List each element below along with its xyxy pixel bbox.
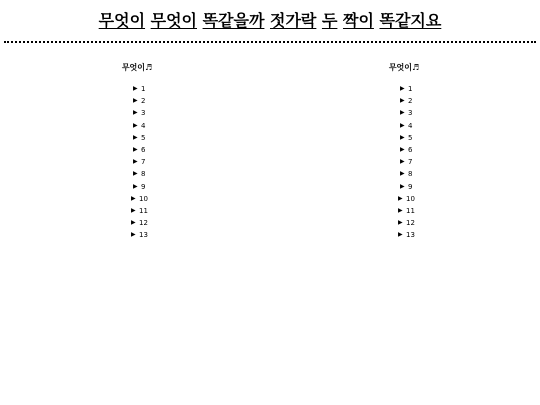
left-column-heading: 무엇이♬ [121,63,153,72]
play-triangle-icon: ▶ [133,182,138,190]
left-item-list [97,83,177,241]
list-item[interactable] [364,193,444,205]
title-link-5[interactable]: 두 [321,11,338,30]
list-item-label: 9 [408,182,413,191]
dotted-divider [4,41,536,43]
play-triangle-icon: ▶ [131,231,136,239]
list-item-label: 6 [408,145,413,154]
play-triangle-icon: ▶ [133,121,138,129]
list-item[interactable] [97,83,177,95]
list-item[interactable] [97,120,177,132]
play-triangle-icon: ▶ [400,121,405,129]
list-item-label: 5 [141,133,146,142]
list-item-label: 10 [406,194,415,203]
play-triangle-icon: ▶ [133,85,138,92]
play-triangle-icon: ▶ [400,133,405,141]
list-item-label: 3 [141,109,146,118]
list-item[interactable] [97,229,177,241]
list-item-label: 6 [141,145,146,154]
play-triangle-icon: ▶ [133,158,138,166]
list-item-label: 8 [408,170,413,179]
list-item[interactable] [364,95,444,107]
right-column [364,62,444,241]
list-item-label: 1 [408,85,413,93]
list-item-label: 10 [139,194,148,203]
play-triangle-icon: ▶ [133,97,138,105]
list-item[interactable] [364,205,444,217]
title-link-2[interactable]: 무엇이 [150,11,197,30]
play-triangle-icon: ▶ [133,109,138,117]
list-item-label: 1 [141,85,146,93]
list-item[interactable] [364,156,444,168]
list-item[interactable] [364,132,444,144]
list-item[interactable] [97,217,177,229]
list-item-label: 12 [406,219,415,228]
list-item-label: 13 [406,231,415,240]
play-triangle-icon: ▶ [400,109,405,117]
list-item[interactable] [97,156,177,168]
list-item-label: 4 [141,121,146,130]
list-item-label: 7 [408,158,413,167]
list-item[interactable] [364,83,444,95]
play-triangle-icon: ▶ [131,219,136,227]
right-item-list [364,83,444,241]
list-item[interactable] [364,168,444,180]
play-triangle-icon: ▶ [400,182,405,190]
play-triangle-icon: ▶ [400,97,405,105]
list-item-label: 11 [139,206,148,215]
list-item[interactable] [364,107,444,119]
list-item-label: 2 [141,97,146,106]
list-item[interactable] [97,168,177,180]
play-triangle-icon: ▶ [398,206,403,214]
title-link-1[interactable]: 무엇이 [98,11,146,30]
list-item[interactable] [97,193,177,205]
list-item[interactable] [364,181,444,193]
play-triangle-icon: ▶ [400,85,405,92]
play-triangle-icon: ▶ [400,145,405,153]
list-item-label: 8 [141,170,146,179]
list-item[interactable] [97,181,177,193]
list-item-label: 12 [139,219,148,228]
play-triangle-icon: ▶ [131,206,136,214]
list-item[interactable] [97,144,177,156]
list-item-label: 13 [139,231,148,240]
play-triangle-icon: ▶ [131,194,136,202]
play-triangle-icon: ▶ [398,231,403,239]
title-link-7[interactable]: 똑같지요 [379,11,442,30]
list-item-label: 9 [141,182,146,191]
list-item-label: 5 [408,133,413,142]
list-item-label: 3 [408,109,413,118]
list-item-label: 4 [408,121,413,130]
list-item-label: 7 [141,158,146,167]
list-item[interactable] [364,229,444,241]
list-item[interactable] [97,205,177,217]
list-item[interactable] [97,132,177,144]
list-item[interactable] [97,107,177,119]
title-link-3[interactable]: 똑같을까 [202,11,265,30]
play-triangle-icon: ▶ [133,133,138,141]
play-triangle-icon: ▶ [133,170,138,178]
title-link-4[interactable]: 젓가락 [269,11,317,30]
right-column-heading: 무엇이♬ [388,63,420,72]
list-item[interactable] [364,144,444,156]
play-triangle-icon: ▶ [400,158,405,166]
play-triangle-icon: ▶ [133,145,138,153]
play-triangle-icon: ▶ [398,219,403,227]
title-link-6[interactable]: 짝이 [342,11,374,30]
left-column [97,62,177,241]
list-item[interactable] [364,120,444,132]
list-item[interactable] [97,95,177,107]
list-item[interactable] [364,217,444,229]
page-title [0,10,540,32]
list-item-label: 2 [408,97,413,106]
list-item-label: 11 [406,206,415,215]
play-triangle-icon: ▶ [398,194,403,202]
play-triangle-icon: ▶ [400,170,405,178]
